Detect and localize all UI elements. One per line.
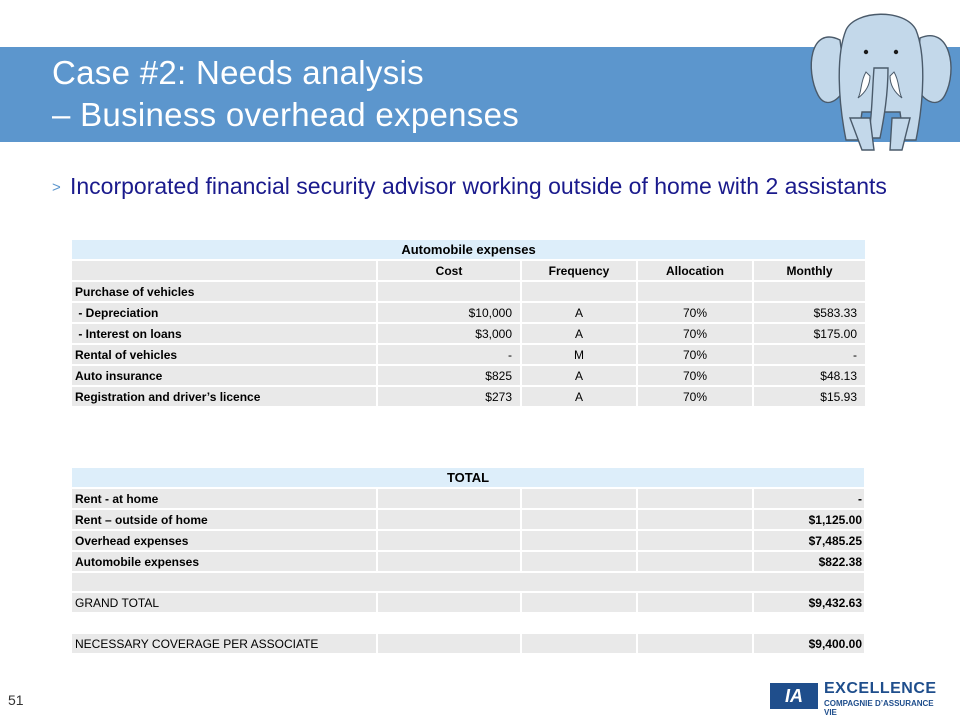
frequency-cell: M [522,345,636,364]
row-label: - Depreciation [72,303,376,322]
table-row [72,282,865,301]
spacer-row [72,573,864,591]
monthly-cell: $175.00 [754,324,865,343]
allocation-cell: 70% [638,345,752,364]
row-label: Automobile expenses [72,552,376,571]
table-row [72,489,864,508]
total-table-header: TOTAL [72,468,864,487]
cost-cell: $273 [378,387,520,406]
column-header-blank [72,261,376,280]
company-logo [770,680,940,717]
monthly-cell: $583.33 [754,303,865,322]
empty-cell [638,634,752,653]
bullet-marker: > [52,179,61,196]
empty-cell [378,593,520,612]
empty-cell [522,552,636,571]
total-value-cell: - [754,489,864,508]
row-label: Rental of vehicles [72,345,376,364]
bullet-point [52,172,902,200]
empty-cell [522,510,636,529]
slide-title [52,52,519,136]
monthly-cell [754,282,865,301]
table-row [72,510,864,529]
coverage-value: $9,400.00 [754,634,864,653]
frequency-cell: A [522,303,636,322]
table-row [72,303,865,322]
coverage-label: NECESSARY COVERAGE PER ASSOCIATE [72,634,376,653]
empty-cell [638,489,752,508]
table-row [72,324,865,343]
empty-cell [522,593,636,612]
table-row [72,366,865,385]
empty-cell [378,531,520,550]
empty-cell [378,489,520,508]
empty-cell [638,552,752,571]
cost-cell: $825 [378,366,520,385]
frequency-cell: A [522,366,636,385]
slide-number: 51 [8,692,24,708]
table-row [72,345,865,364]
empty-cell [378,552,520,571]
row-label: Purchase of vehicles [72,282,376,301]
spacer-cell [72,573,864,591]
coverage-row [72,634,864,653]
monthly-cell: $48.13 [754,366,865,385]
title-line-1: Case #2: Needs analysis [52,54,424,91]
row-label: Rent - at home [72,489,376,508]
spacer-row [72,614,864,632]
table-row [72,552,864,571]
spacer-cell [72,614,864,632]
bullet-text: Incorporated financial security advisor working outside of home with 2 assistants [70,173,887,199]
column-header-monthly: Monthly [754,261,865,280]
allocation-cell: 70% [638,366,752,385]
row-label: Registration and driver’s licence [72,387,376,406]
empty-cell [638,593,752,612]
column-header-frequency: Frequency [522,261,636,280]
grand-total-label: GRAND TOTAL [72,593,376,612]
allocation-cell: 70% [638,324,752,343]
empty-cell [522,634,636,653]
frequency-cell [522,282,636,301]
column-header-row [72,261,865,280]
total-table [70,466,866,655]
row-label: - Interest on loans [72,324,376,343]
logo-mark: IA [770,683,818,709]
row-label: Auto insurance [72,366,376,385]
column-header-cost: Cost [378,261,520,280]
automobile-table-header: Automobile expenses [72,240,865,259]
monthly-cell: $15.93 [754,387,865,406]
table-row [72,531,864,550]
title-line-2: – Business overhead expenses [52,96,520,133]
cost-cell: - [378,345,520,364]
elephant-illustration [800,0,960,158]
empty-cell [378,510,520,529]
column-header-allocation: Allocation [638,261,752,280]
cost-cell [378,282,520,301]
empty-cell [638,510,752,529]
row-label: Rent – outside of home [72,510,376,529]
table-row [72,387,865,406]
total-value-cell: $7,485.25 [754,531,864,550]
cost-cell: $10,000 [378,303,520,322]
frequency-cell: A [522,324,636,343]
allocation-cell: 70% [638,387,752,406]
automobile-expenses-table [70,238,867,408]
allocation-cell [638,282,752,301]
cost-cell: $3,000 [378,324,520,343]
frequency-cell: A [522,387,636,406]
empty-cell [522,531,636,550]
row-label: Overhead expenses [72,531,376,550]
grand-total-value: $9,432.63 [754,593,864,612]
total-value-cell: $1,125.00 [754,510,864,529]
empty-cell [522,489,636,508]
allocation-cell: 70% [638,303,752,322]
logo-name: EXCELLENCE [824,680,937,697]
logo-subtitle: COMPAGNIE D’ASSURANCE VIE [824,699,934,717]
grand-total-row [72,593,864,612]
empty-cell [638,531,752,550]
empty-cell [378,634,520,653]
total-value-cell: $822.38 [754,552,864,571]
monthly-cell: - [754,345,865,364]
